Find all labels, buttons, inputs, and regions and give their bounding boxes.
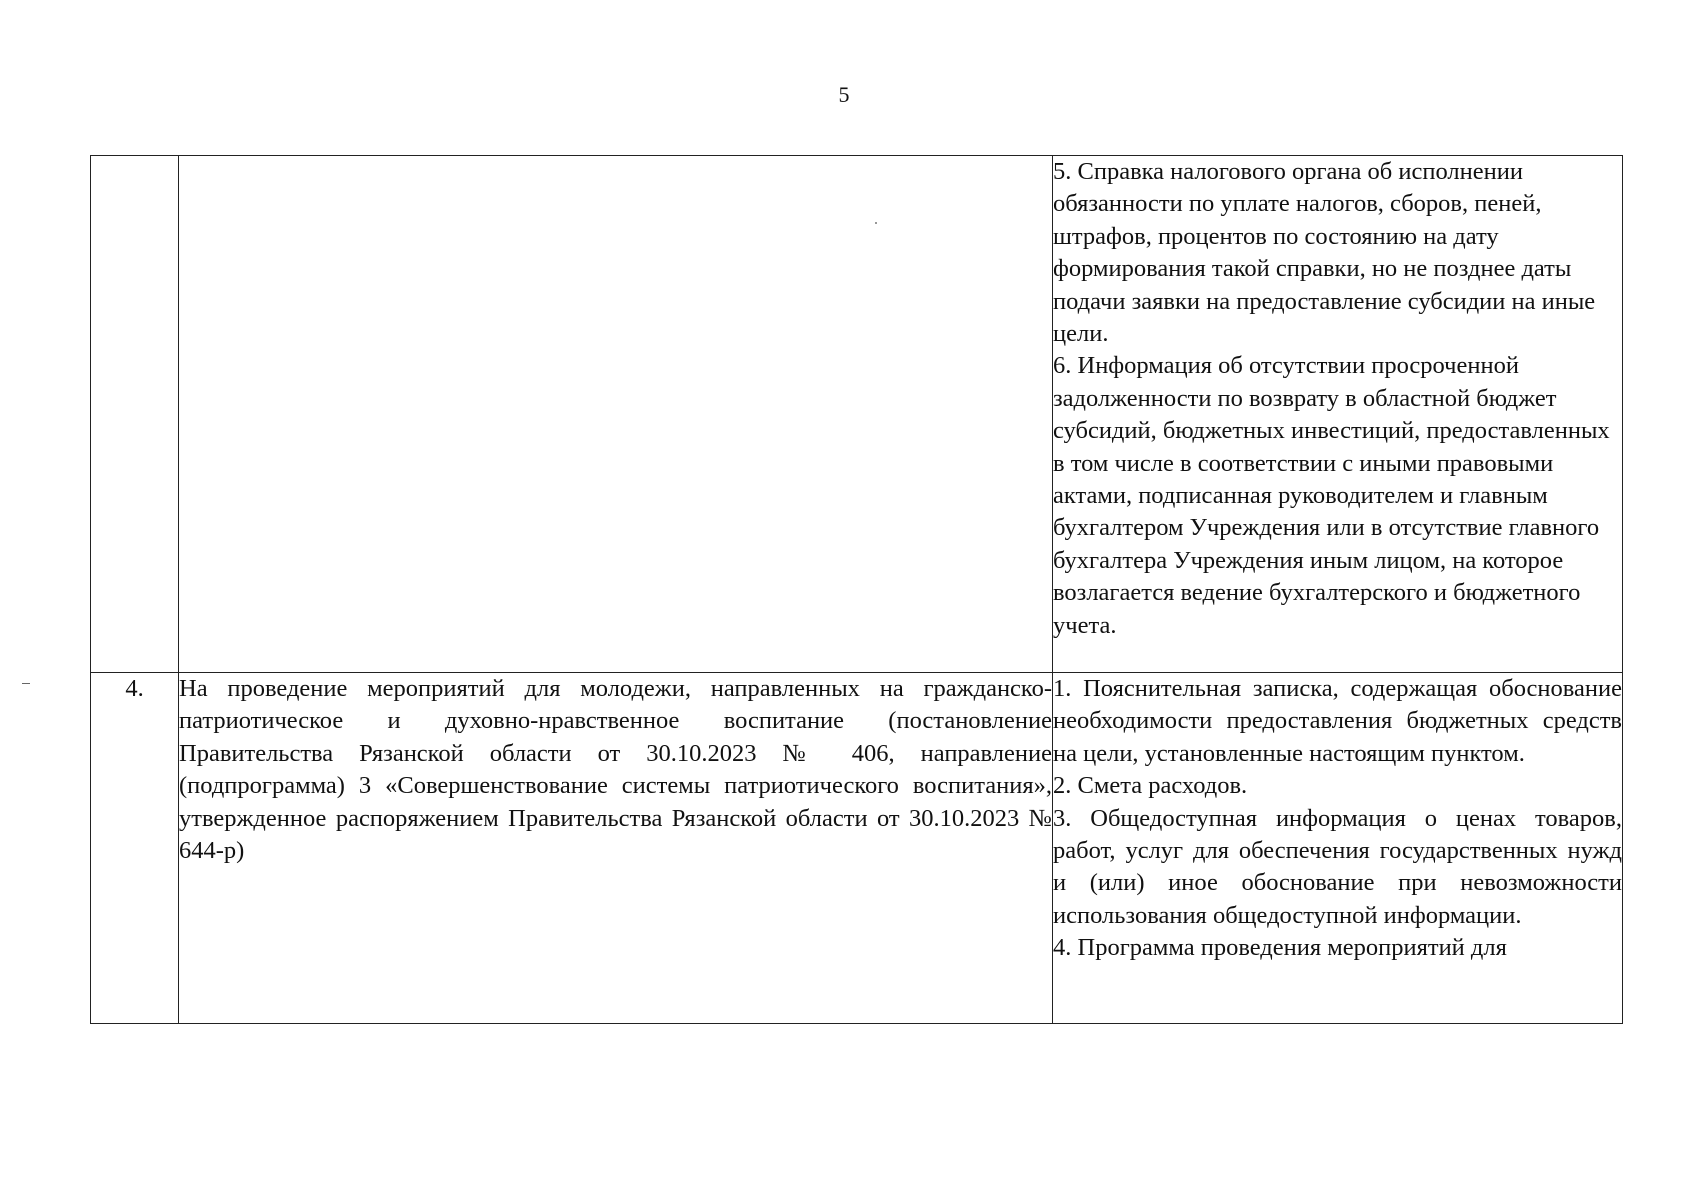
scan-mark [22, 683, 30, 684]
scan-speck [875, 222, 877, 224]
purpose-cell [179, 156, 1053, 673]
purpose-cell [179, 673, 1053, 1024]
document-item: 6. Информация об отсутствии просроченной задолженности по возврату в областной бюджет субсидий, бюджетных инвестиций, предоставленных в том числе в соответствии с иными правовыми актами, подписанная руководителем и главным бухгалтером Учреждения или в отсутствие главного бухгалтера Учреждения иным лицом, на которое возлагается ведение бухгалтерского и бюджетного учета. [1053, 352, 1610, 639]
document-item: 3. Общедоступная информация о ценах товаров, работ, услуг для обеспечения государственных нужд и (или) иное обоснование при невозможности использования общедоступной информации. [1053, 804, 1622, 929]
document-item: 4. Программа проведения мероприятий для [1053, 934, 1507, 962]
row-number: 4. [125, 675, 144, 702]
page-number: 5 [838, 82, 850, 107]
documents-cell [1053, 156, 1623, 673]
documents-cell [1053, 673, 1623, 1024]
document-item: 2. Смета расходов. [1053, 772, 1248, 800]
row-number-cell [91, 673, 179, 1024]
document-item: 1. Пояснительная записка, содержащая обоснование необходимости предоставления бюджетных средств на цели, установленные настоящим пунктом. [1053, 675, 1622, 767]
document-item: 5. Справка налогового органа об исполнении обязанности по уплате налогов, сборов, пеней, штрафов, процентов по состоянию на дату формирования такой справки, но не позднее даты подачи заявки на предоставление субсидии на иные цели. [1053, 158, 1596, 348]
table-row [91, 673, 1623, 1024]
documents-table [90, 155, 1623, 1024]
row-number-cell [91, 156, 179, 673]
table-row [91, 156, 1623, 673]
purpose-text: На проведение мероприятий для молодежи, направленных на гражданско-патриотическое и духовно-нравственное воспитание (постановление Правительства Рязанской области от 30.10.2023 № 406, направление (подпрограмма) 3 «Совершенствование системы патриотического воспитания», утвержденное распоряжением Правительства Рязанской области от 30.10.2023 № 644-р) [179, 675, 1052, 865]
